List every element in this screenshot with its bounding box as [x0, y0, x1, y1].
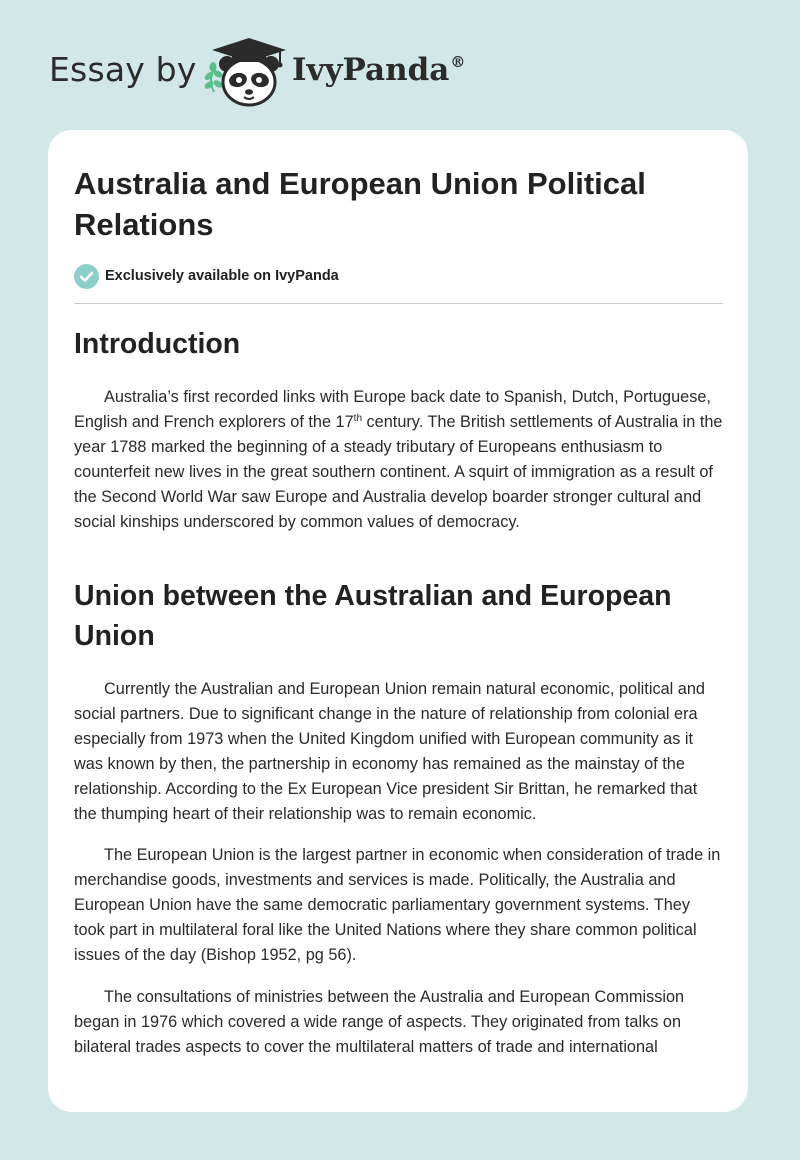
union-paragraph-2: The European Union is the largest partner in economic when consideration of trade in merchandise goods, investments and services is made. Politically, the Australia and European Union have the same democratic parliamentary government systems. They took part in multilateral foral like the United Nations where they share common political issues of the day (Bishop 1952, pg 56).	[74, 846, 721, 964]
ordinal-superscript: th	[353, 413, 363, 424]
check-circle-icon	[74, 264, 99, 289]
article-card	[48, 130, 748, 1112]
section-heading-union: Union between the Australian and European Union	[74, 580, 672, 652]
registered-mark: ®	[450, 53, 466, 71]
title-divider	[74, 303, 723, 304]
exclusive-badge	[74, 263, 339, 289]
site-header	[0, 0, 800, 130]
union-paragraph-1: Currently the Australian and European Union remain natural economic, political and social partners. Due to significant change in the nature of relationship from colonial era especially from 1973 when the United Kingdom unified with European community as it was known by then, the partnership in economy has remained as the mainstay of the relationship. According to the Ex European Vice president Sir Brittan, he remarked that the thumping heart of their relationship was to remain economic.	[74, 680, 705, 823]
intro-paragraph-1-text: Australia’s first recorded links with Europe back date to Spanish, Dutch, Portuguese, English and French explorers of the 17	[74, 388, 711, 431]
section-heading-introduction: Introduction	[74, 328, 241, 360]
brand-name[interactable]	[292, 52, 465, 88]
union-paragraph-3: The consultations of ministries between the Australia and European Commission began in 1976 which covered a wide range of aspects. They originated from talks on bilateral trades aspects to cover the multilateral matters of trade and international	[74, 988, 685, 1056]
essay-by-label: Essay by	[49, 50, 197, 89]
intro-paragraph-1-text-cont: century. The British settlements of Australia in the year 1788 marked the beginning of a steady tributary of Europeans enthusiasm to counterfeit new lives in the great southern continent. A squirt of immigration as a result of the Second World War saw Europe and Australia develop boarder stronger cultural and social kinships underscored by common values of democracy.	[74, 413, 723, 531]
exclusive-badge-text: Exclusively available on IvyPanda	[105, 268, 339, 284]
brand-name-text: IvyPanda	[292, 52, 450, 88]
intro-paragraph-1	[74, 385, 724, 535]
panda-graduate-logo-icon[interactable]	[200, 34, 292, 108]
article-title: Australia and European Union Political Relations	[74, 166, 646, 242]
